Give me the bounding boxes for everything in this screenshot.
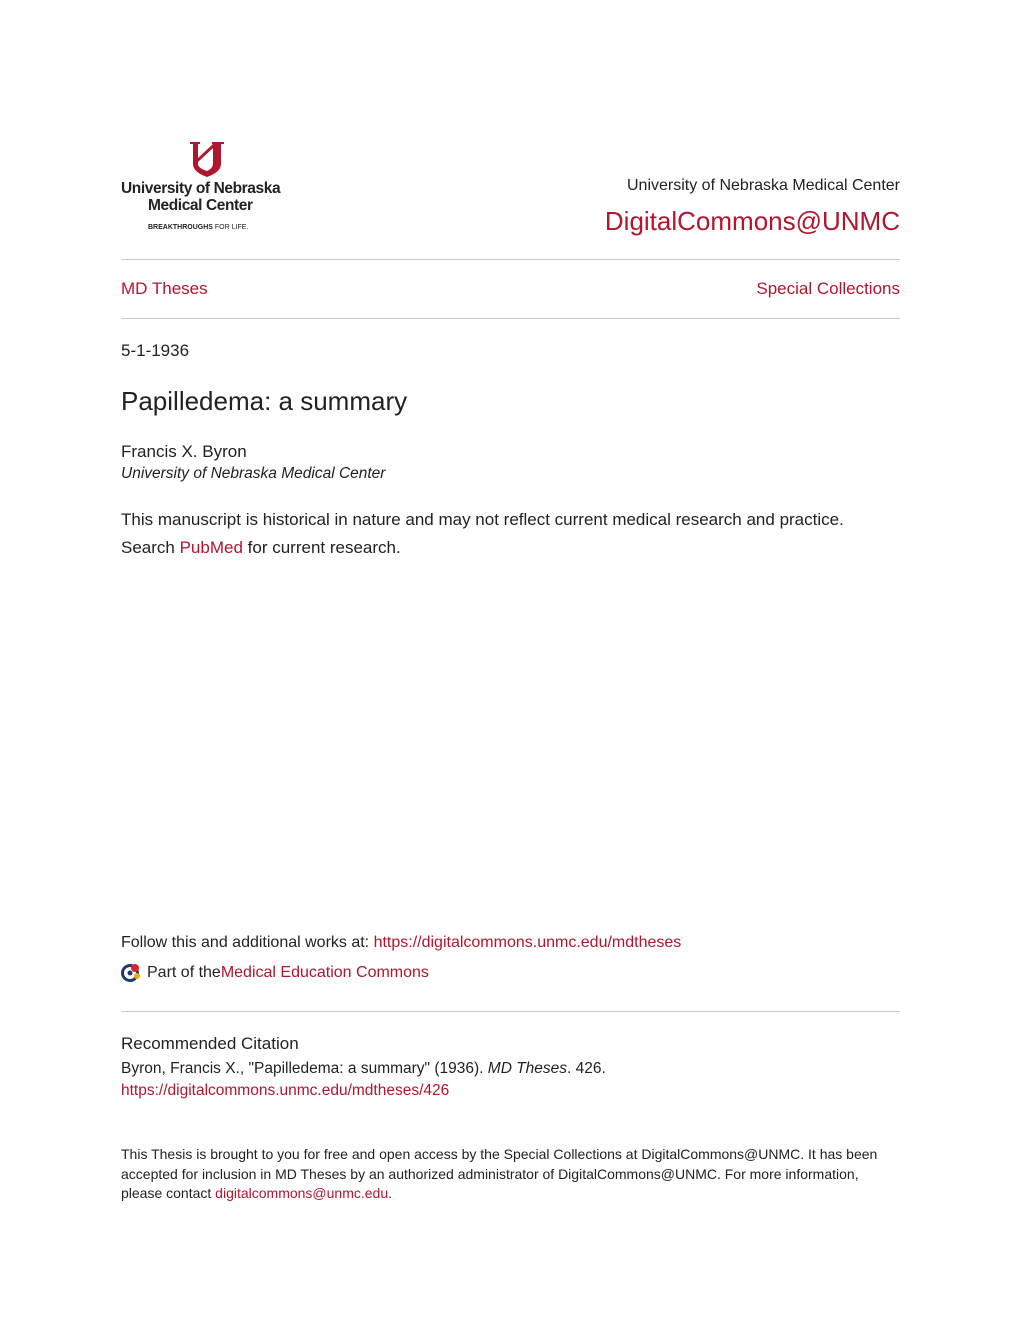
network-icon [121,962,143,984]
author-affiliation: University of Nebraska Medical Center [121,465,386,482]
mdtheses-url-link[interactable]: https://digitalcommons.unmc.edu/mdtheses [373,934,682,951]
logo-tagline: BREAKTHROUGHS FOR LIFE. [148,224,249,231]
repository-link[interactable]: DigitalCommons@UNMC [604,206,900,236]
citation-url-link[interactable]: https://digitalcommons.unmc.edu/mdtheses/426 [121,1082,450,1099]
follow-line: Follow this and additional works at: https://digitalcommons.unmc.edu/mdtheses [121,934,682,951]
pubmed-link[interactable]: PubMed [179,538,243,557]
contact-email-link[interactable]: digitalcommons@unmc.edu [215,1185,389,1201]
divider-top [121,259,900,260]
part-of-line: Part of the Medical Education Commons [121,962,429,984]
citation-heading: Recommended Citation [121,1034,299,1053]
divider-citation [121,1011,900,1012]
footer-text: This Thesis is brought to you for free and open access by the Special Collections at DigitalCommons@UNMC. It has been accepted for inclusion in MD Theses by an authorized administrator of DigitalCommons@UNMC. For more information, please contact digitalcommons@unmc.edu. [121,1146,878,1201]
special-collections-link[interactable]: Special Collections [756,279,900,298]
author-name: Francis X. Byron [121,442,247,461]
divider-nav [121,318,900,319]
publication-date: 5-1-1936 [121,341,190,360]
citation-text: Byron, Francis X., "Papilledema: a summary" (1936). MD Theses. 426. [121,1060,606,1077]
medical-education-commons-link[interactable]: Medical Education Commons [220,964,429,981]
historical-notice: This manuscript is historical in nature and may not reflect current medical research and practice. Search PubMed for current research. [121,510,844,557]
institution-name: University of Nebraska Medical Center [627,177,900,194]
unmc-logo [121,140,301,235]
logo-medical-center: Medical Center [148,197,253,214]
nebraska-n-icon [188,140,226,178]
thesis-title: Papilledema: a summary [121,386,408,416]
md-theses-link[interactable]: MD Theses [121,279,208,298]
logo-university: University of Nebraska [121,180,281,197]
